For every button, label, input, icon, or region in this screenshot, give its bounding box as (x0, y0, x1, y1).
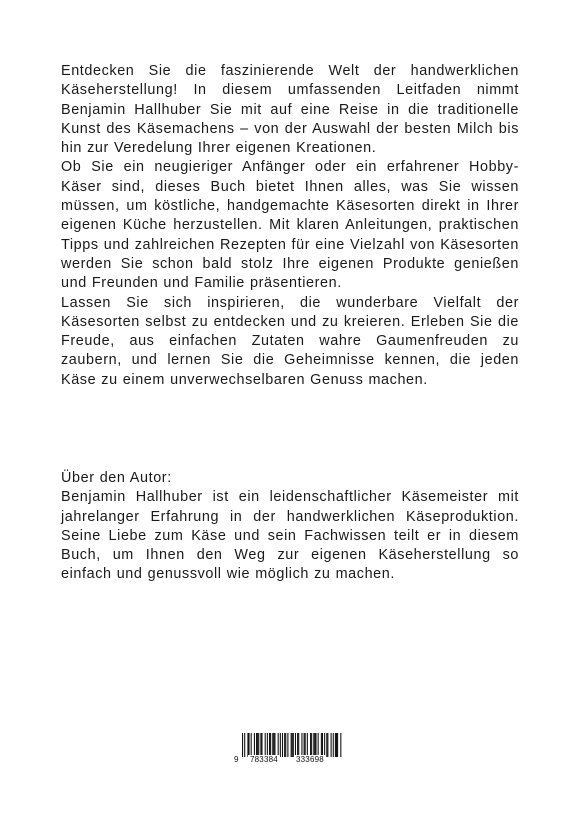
barcode-bar (337, 733, 338, 757)
barcode-bar (280, 733, 281, 757)
barcode-bar (257, 733, 258, 757)
barcode-bar (304, 733, 305, 757)
barcode-bar (293, 733, 294, 757)
barcode-bar (295, 733, 296, 757)
barcode-bar (287, 733, 288, 757)
barcode-bar (292, 733, 293, 757)
barcode-bar (274, 733, 275, 757)
barcode-bar (284, 733, 285, 757)
barcode-bar (248, 733, 249, 757)
barcode-bar (336, 733, 337, 757)
about-author-heading: Über den Autor: (61, 470, 172, 486)
barcode-bar (311, 733, 312, 757)
barcode-bar (251, 733, 252, 757)
barcode-bar (242, 733, 243, 757)
back-cover-blurb (61, 62, 519, 390)
barcode-bar (297, 733, 298, 757)
barcode-bar (305, 733, 306, 757)
barcode-left-digits: 783384 (250, 755, 278, 764)
barcode-bar (307, 733, 308, 757)
blurb-paragraph-1: Entdecken Sie die faszinierende Welt der handwerklichen Käseherstellung! In diesem umfassenden Leitfaden nimmt Benjamin Hallhuber Sie mit auf eine Reise in die traditionelle Kunst des Käsemachens – von der Auswahl der besten Milch bis hin zur Veredelung Ihrer eigenen Kreationen. (61, 63, 519, 157)
barcode-bar (298, 733, 299, 757)
barcode-bar (322, 733, 323, 757)
barcode-bar (285, 733, 286, 757)
barcode-bar (315, 733, 316, 757)
barcode-bar (270, 733, 271, 757)
barcode-bar (331, 733, 332, 757)
barcode-bar (244, 733, 245, 757)
blurb-paragraph-2: Ob Sie ein neugieriger Anfänger oder ein erfahrener Hobby-Käser sind, dieses Buch bietet Ihnen alles, was Sie wissen müssen, um köstliche, handgemachte Käsesorten direkt in Ihrer eigenen Küche herzustellen. Mit klaren Anleitungen, praktischen Tipps und zahlreichen Rezepten für eine Vielzahl von Käsesorten werden Sie schon bald stolz Ihre eigenen Produkte genießen und Freunden und Familie präsentieren. (61, 159, 519, 292)
barcode-bar (265, 733, 266, 757)
barcode-bar (318, 733, 319, 757)
barcode-bar (267, 733, 268, 757)
barcode-bar (256, 733, 257, 757)
blurb-paragraph-3: Lassen Sie sich inspirieren, die wunderbare Vielfalt der Käsesorten selbst zu entdecken und zu kreieren. Erleben Sie die Freude, aus einfachen Zutaten wahre Gaumenfreuden zu zaubern, und lernen Sie die Geheimnisse kennen, die jeden Käse zu einem unverwechselbaren Genuss machen. (61, 294, 519, 388)
isbn-barcode (234, 733, 343, 767)
barcode-bar (327, 733, 328, 757)
barcode-bar (260, 733, 261, 757)
barcode-bar (301, 733, 302, 757)
barcode-bar (261, 733, 262, 757)
barcode-bar (321, 733, 322, 757)
barcode-bar (278, 733, 279, 757)
barcode-first-digit: 9 (234, 755, 239, 764)
barcode-bar (340, 733, 341, 757)
barcode-bar (269, 733, 270, 757)
barcode-bar (258, 733, 259, 757)
barcode-bar (282, 733, 283, 757)
barcode-bar (291, 733, 292, 757)
barcode-bar (314, 733, 315, 757)
barcode-bar (335, 733, 336, 757)
barcode-bar (326, 733, 327, 757)
barcode-bar (254, 733, 255, 757)
about-author-section (61, 469, 519, 585)
barcode-bar (310, 733, 311, 757)
barcode-right-digits: 333698 (296, 755, 324, 764)
barcode-bar (272, 733, 273, 757)
about-author-text: Benjamin Hallhuber ist ein leidenschaftlicher Käsemeister mit jahrelanger Erfahrung in der handwerklichen Käseproduktion. Seine Liebe zum Käse und sein Fachwissen teilt er in diesem Buch, um Ihnen den Weg zur eigenen Käseherstellung so einfach und genussvoll wie möglich zu machen. (61, 489, 519, 583)
barcode-bar (324, 733, 325, 757)
barcode-bar (273, 733, 274, 757)
barcode-bar (247, 733, 248, 757)
barcode-bar (313, 733, 314, 757)
barcode-bar (333, 733, 334, 757)
